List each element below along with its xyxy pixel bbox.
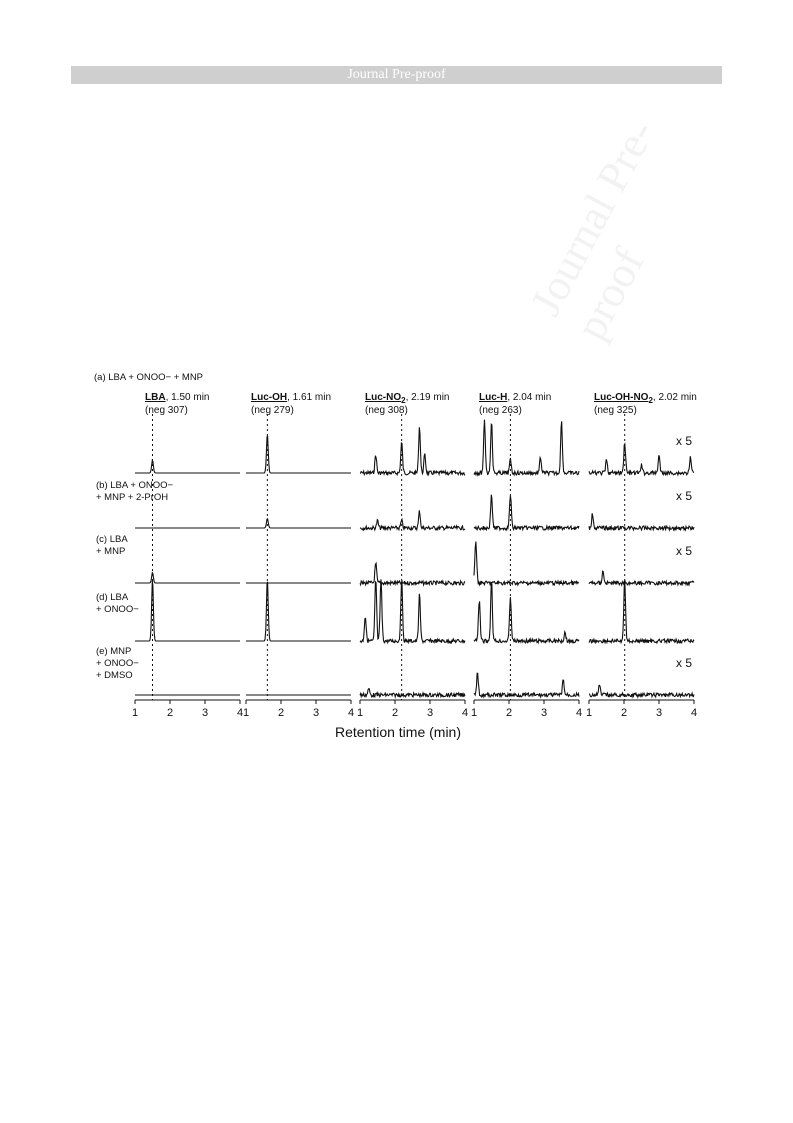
- x-tick-label: 2: [166, 707, 174, 719]
- column-mz: (neg 308): [365, 405, 408, 416]
- x-tick-label: 1: [470, 707, 478, 719]
- x-tick-label: 2: [505, 707, 513, 719]
- column-header: Luc-H, 2.04 min: [479, 392, 552, 403]
- row-label: + DMSO: [96, 670, 133, 681]
- trace-col3-row4: [474, 673, 579, 697]
- x-tick-label: 4: [236, 707, 244, 719]
- trace-col3-row1: [474, 495, 579, 530]
- row-label: + ONOO−: [96, 658, 139, 669]
- journal-header-bar: [71, 66, 722, 84]
- row-label: (c) LBA: [96, 534, 128, 545]
- trace-col0-row3: [135, 581, 240, 641]
- trace-col2-row0: [360, 427, 465, 475]
- row-label: + ONOO−: [96, 604, 139, 615]
- x-tick-label: 2: [391, 707, 399, 719]
- x-axis-title: Retention time (min): [334, 724, 462, 740]
- row-label: (b) LBA + ONOO−: [96, 480, 174, 491]
- x-tick-label: 1: [242, 707, 250, 719]
- column-mz: (neg 325): [594, 405, 637, 416]
- x-tick-label: 4: [575, 707, 583, 719]
- x-tick-label: 2: [620, 707, 628, 719]
- trace-col1-row1: [246, 519, 351, 528]
- journal-header-text: Journal Pre-proof: [347, 67, 446, 82]
- trace-col4-row0: [589, 444, 694, 475]
- trace-col2-row1: [360, 510, 465, 530]
- chromatogram-figure: [88, 362, 708, 750]
- scale-marker: x 5: [676, 489, 693, 503]
- trace-col3-row3: [474, 582, 579, 643]
- trace-col1-row3: [246, 582, 351, 641]
- x-tick-label: 3: [201, 707, 209, 719]
- trace-col0-row0: [135, 460, 240, 473]
- trace-col3-row0: [474, 420, 579, 475]
- column-mz: (neg 307): [145, 405, 188, 416]
- x-tick-label: 1: [131, 707, 139, 719]
- x-tick-label: 4: [461, 707, 469, 719]
- x-tick-label: 3: [655, 707, 663, 719]
- row-label: (e) MNP: [96, 646, 132, 657]
- column-mz: (neg 263): [479, 405, 522, 416]
- trace-col2-row4: [360, 689, 465, 697]
- watermark: Journal Pre-proof: [520, 111, 665, 348]
- x-tick-label: 1: [585, 707, 593, 719]
- x-tick-label: 3: [540, 707, 548, 719]
- scale-marker: x 5: [676, 434, 693, 448]
- trace-col4-row3: [589, 580, 694, 643]
- row-label: + MNP + 2-PrOH: [96, 492, 169, 503]
- x-tick-label: 4: [690, 707, 698, 719]
- trace-col1-row0: [246, 436, 351, 473]
- column-header: Luc-$OH-NO_2$, 2.02 min: [594, 392, 697, 405]
- x-tick-label: 3: [312, 707, 320, 719]
- row-label: + MNP: [96, 546, 126, 557]
- scale-marker: x 5: [676, 544, 693, 558]
- trace-col4-row4: [589, 685, 694, 697]
- trace-col3-row2: [474, 542, 579, 586]
- column-mz: (neg 279): [251, 405, 294, 416]
- column-header: Luc-OH, 1.61 min: [251, 392, 332, 403]
- column-header: LBA, 1.50 min: [145, 392, 210, 403]
- x-tick-label: 3: [426, 707, 434, 719]
- trace-col4-row2: [589, 571, 694, 585]
- trace-col0-row2: [135, 573, 240, 583]
- scale-marker: x 5: [676, 656, 693, 670]
- row-label: (d) LBA: [96, 592, 129, 603]
- x-tick-label: 2: [277, 707, 285, 719]
- x-tick-label: 1: [356, 707, 364, 719]
- trace-col2-row3: [360, 579, 465, 643]
- column-header: Luc-$NO_2$, 2.19 min: [365, 392, 450, 405]
- row-label: (a) LBA + ONOO− + MNP: [94, 372, 204, 383]
- x-tick-label: 4: [347, 707, 355, 719]
- trace-col4-row1: [589, 513, 694, 530]
